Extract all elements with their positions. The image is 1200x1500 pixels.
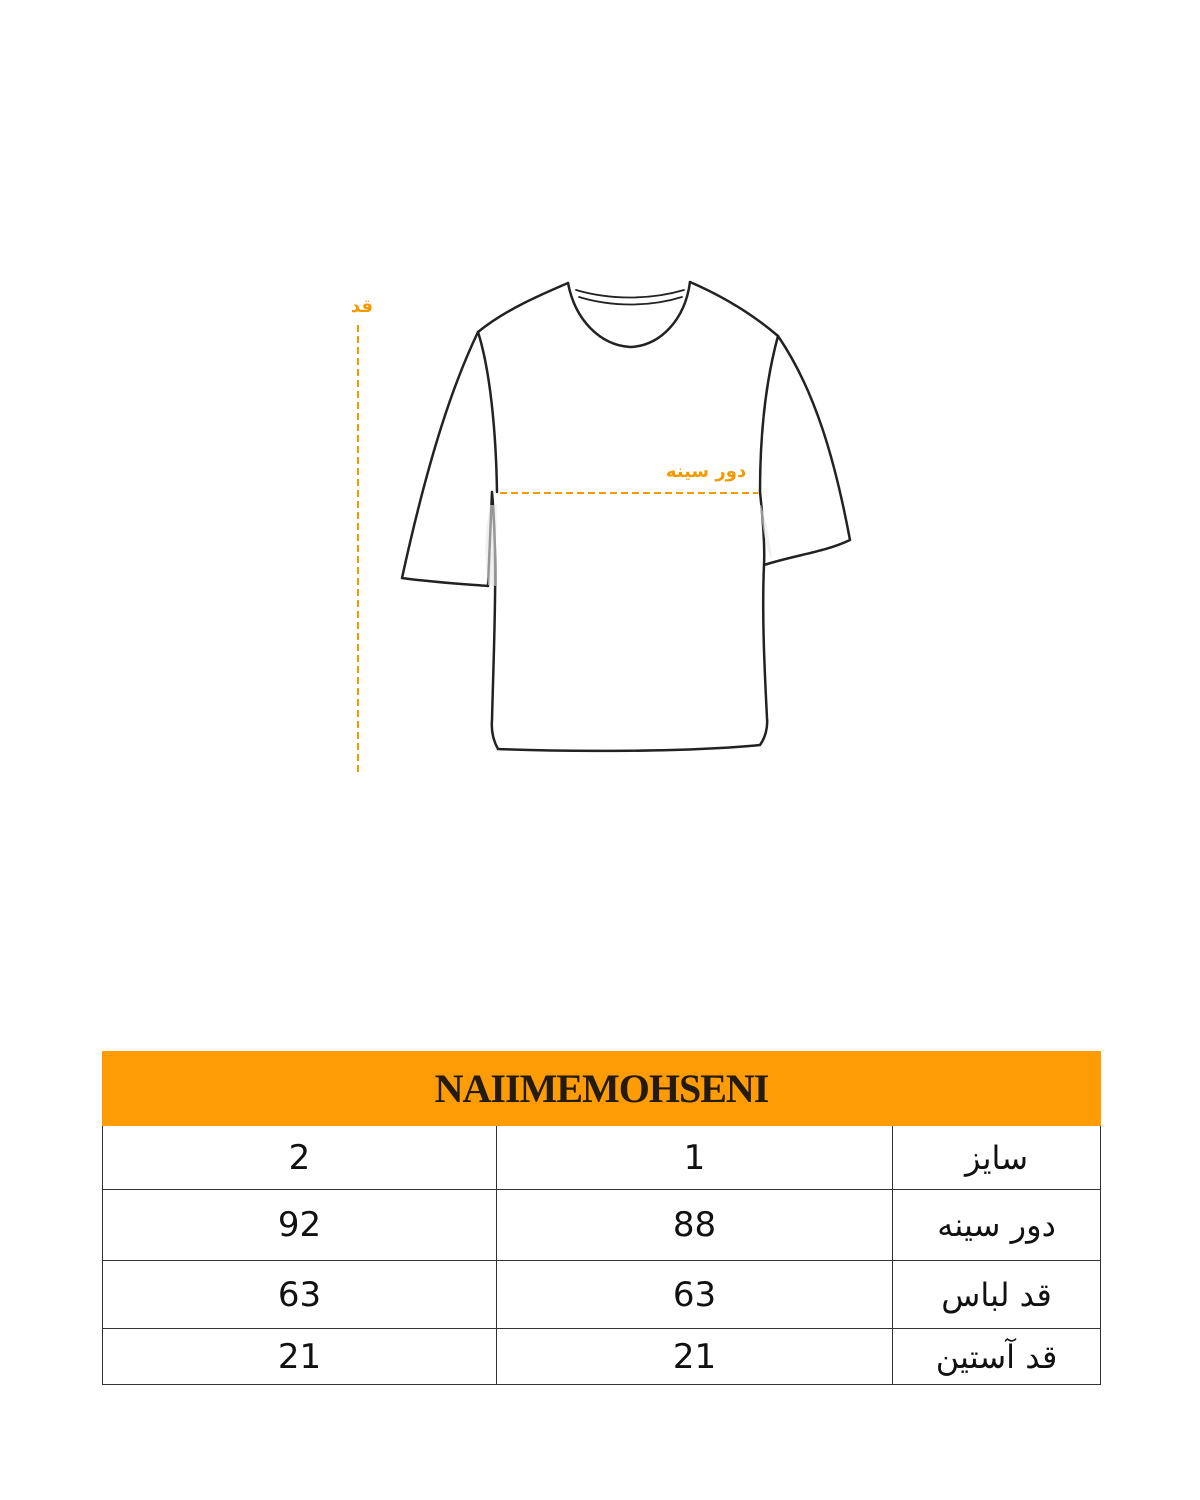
brand-header-row [103, 1052, 1101, 1126]
length-size-2-cell: 63 [103, 1261, 497, 1329]
table-row [103, 1261, 1101, 1329]
row-label: قد لباس [893, 1261, 1101, 1329]
length-label: قد [350, 296, 374, 317]
sleeve-size-1-cell: 21 [497, 1329, 893, 1385]
size-1-cell: 1 [497, 1126, 893, 1190]
chest-label: دور سینه [665, 461, 747, 482]
row-label: سایز [893, 1126, 1101, 1190]
brand-name: NAIIMEMOHSENI [103, 1052, 1101, 1126]
tshirt-outline [402, 282, 850, 751]
size-2-cell: 2 [103, 1126, 497, 1190]
row-label: قد آستین [893, 1329, 1101, 1385]
table-row [103, 1329, 1101, 1385]
table-row [103, 1126, 1101, 1190]
sleeve-size-2-cell: 21 [103, 1329, 497, 1385]
tshirt-shading [486, 505, 772, 586]
chest-size-2-cell: 92 [103, 1190, 497, 1261]
size-table [102, 1051, 1101, 1385]
length-size-1-cell: 63 [497, 1261, 893, 1329]
table-row [103, 1190, 1101, 1261]
chest-size-1-cell: 88 [497, 1190, 893, 1261]
row-label: دور سینه [893, 1190, 1101, 1261]
